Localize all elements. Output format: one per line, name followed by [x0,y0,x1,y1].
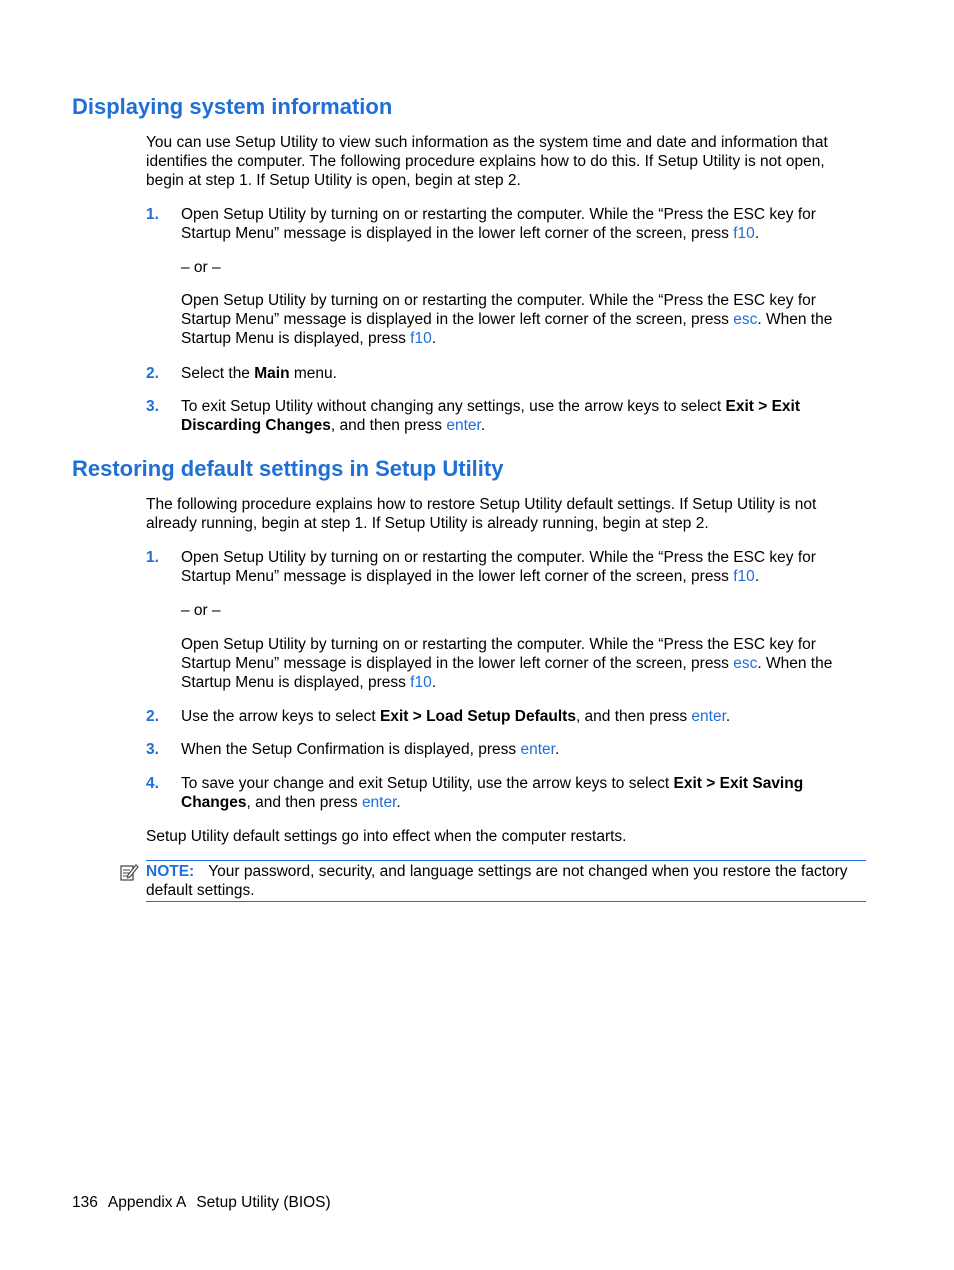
key-esc: esc [733,311,758,329]
step-text: To exit Setup Utility without changing any settings, use the arrow keys to select Exit > Exit Discarding Changes, and then press enter. [181,398,801,435]
section-heading-restore-defaults: Restoring default settings in Setup Utility [72,456,504,481]
page-number: 136 [72,1194,98,1211]
key-f10: f10 [733,568,755,586]
note-text [146,862,868,900]
footer-chapter: Appendix A [107,1194,187,1211]
section2-step-1-alt: Open Setup Utility by turning on or restarting the computer. While the “Press the ESC key for Startup Menu” message is displayed in the lower left corner of the screen, press esc. When the Startup Menu is displayed, press f10. [181,636,833,692]
section1-intro: You can use Setup Utility to view such information as the system time and date and information that identifies the computer. The following procedure explains how to do this. If Setup Utility is not open, begin at step 1. If Setup Utility is open, begin at step 2. [146,134,828,190]
note-pencil-icon [119,862,139,882]
step-number: 4. [146,775,159,792]
section1-step-1-alt: Open Setup Utility by turning on or restarting the computer. While the “Press the ESC key for Startup Menu” message is displayed in the lower left corner of the screen, press esc. When the Startup Menu is displayed, press f10. [181,292,833,348]
step-number: 2. [146,708,159,725]
key-enter: enter [361,794,397,812]
note-body: Your password, security, and language settings are not changed when you restore the factory default settings. [146,863,848,900]
step-number: 3. [146,398,159,415]
footer-title: Setup Utility (BIOS) [196,1194,331,1211]
step-text: Open Setup Utility by turning on or restarting the computer. While the “Press the ESC key for Startup Menu” message is displayed in the lower left corner of the screen, press f10. [181,206,816,243]
key-f10: f10 [733,225,755,243]
key-f10: f10 [410,330,432,348]
page-footer [72,1193,341,1212]
step-text: Use the arrow keys to select Exit > Load Setup Defaults, and then press enter. [181,708,731,725]
key-enter: enter [691,708,726,725]
note-box [146,860,866,902]
key-enter: enter [446,417,481,435]
step-number: 2. [146,365,159,382]
step-text: Select the Main menu. [181,365,337,382]
step-number: 1. [146,549,159,566]
section2-intro: The following procedure explains how to restore Setup Utility default settings. If Setup Utility is not already running, begin at step 1. If Setup Utility is already running, begin at step 2. [146,496,817,533]
step-text: To save your change and exit Setup Utility, use the arrow keys to select Exit > Exit Saving Changes, and then press enter. [181,775,804,812]
section2-closing: Setup Utility default settings go into effect when the computer restarts. [146,828,627,845]
note-label: NOTE: [146,863,195,880]
or-separator: – or – [181,602,221,619]
key-enter: enter [520,741,555,758]
key-esc: esc [733,655,758,673]
or-separator: – or – [181,259,221,276]
step-text: When the Setup Confirmation is displayed, press enter. [181,741,560,758]
section-heading-system-info: Displaying system information [72,94,393,119]
step-text: Open Setup Utility by turning on or restarting the computer. While the “Press the ESC key for Startup Menu” message is displayed in the lower left corner of the screen, press f10. [181,549,816,586]
key-f10: f10 [410,674,432,692]
step-number: 3. [146,741,159,758]
step-number: 1. [146,206,159,223]
